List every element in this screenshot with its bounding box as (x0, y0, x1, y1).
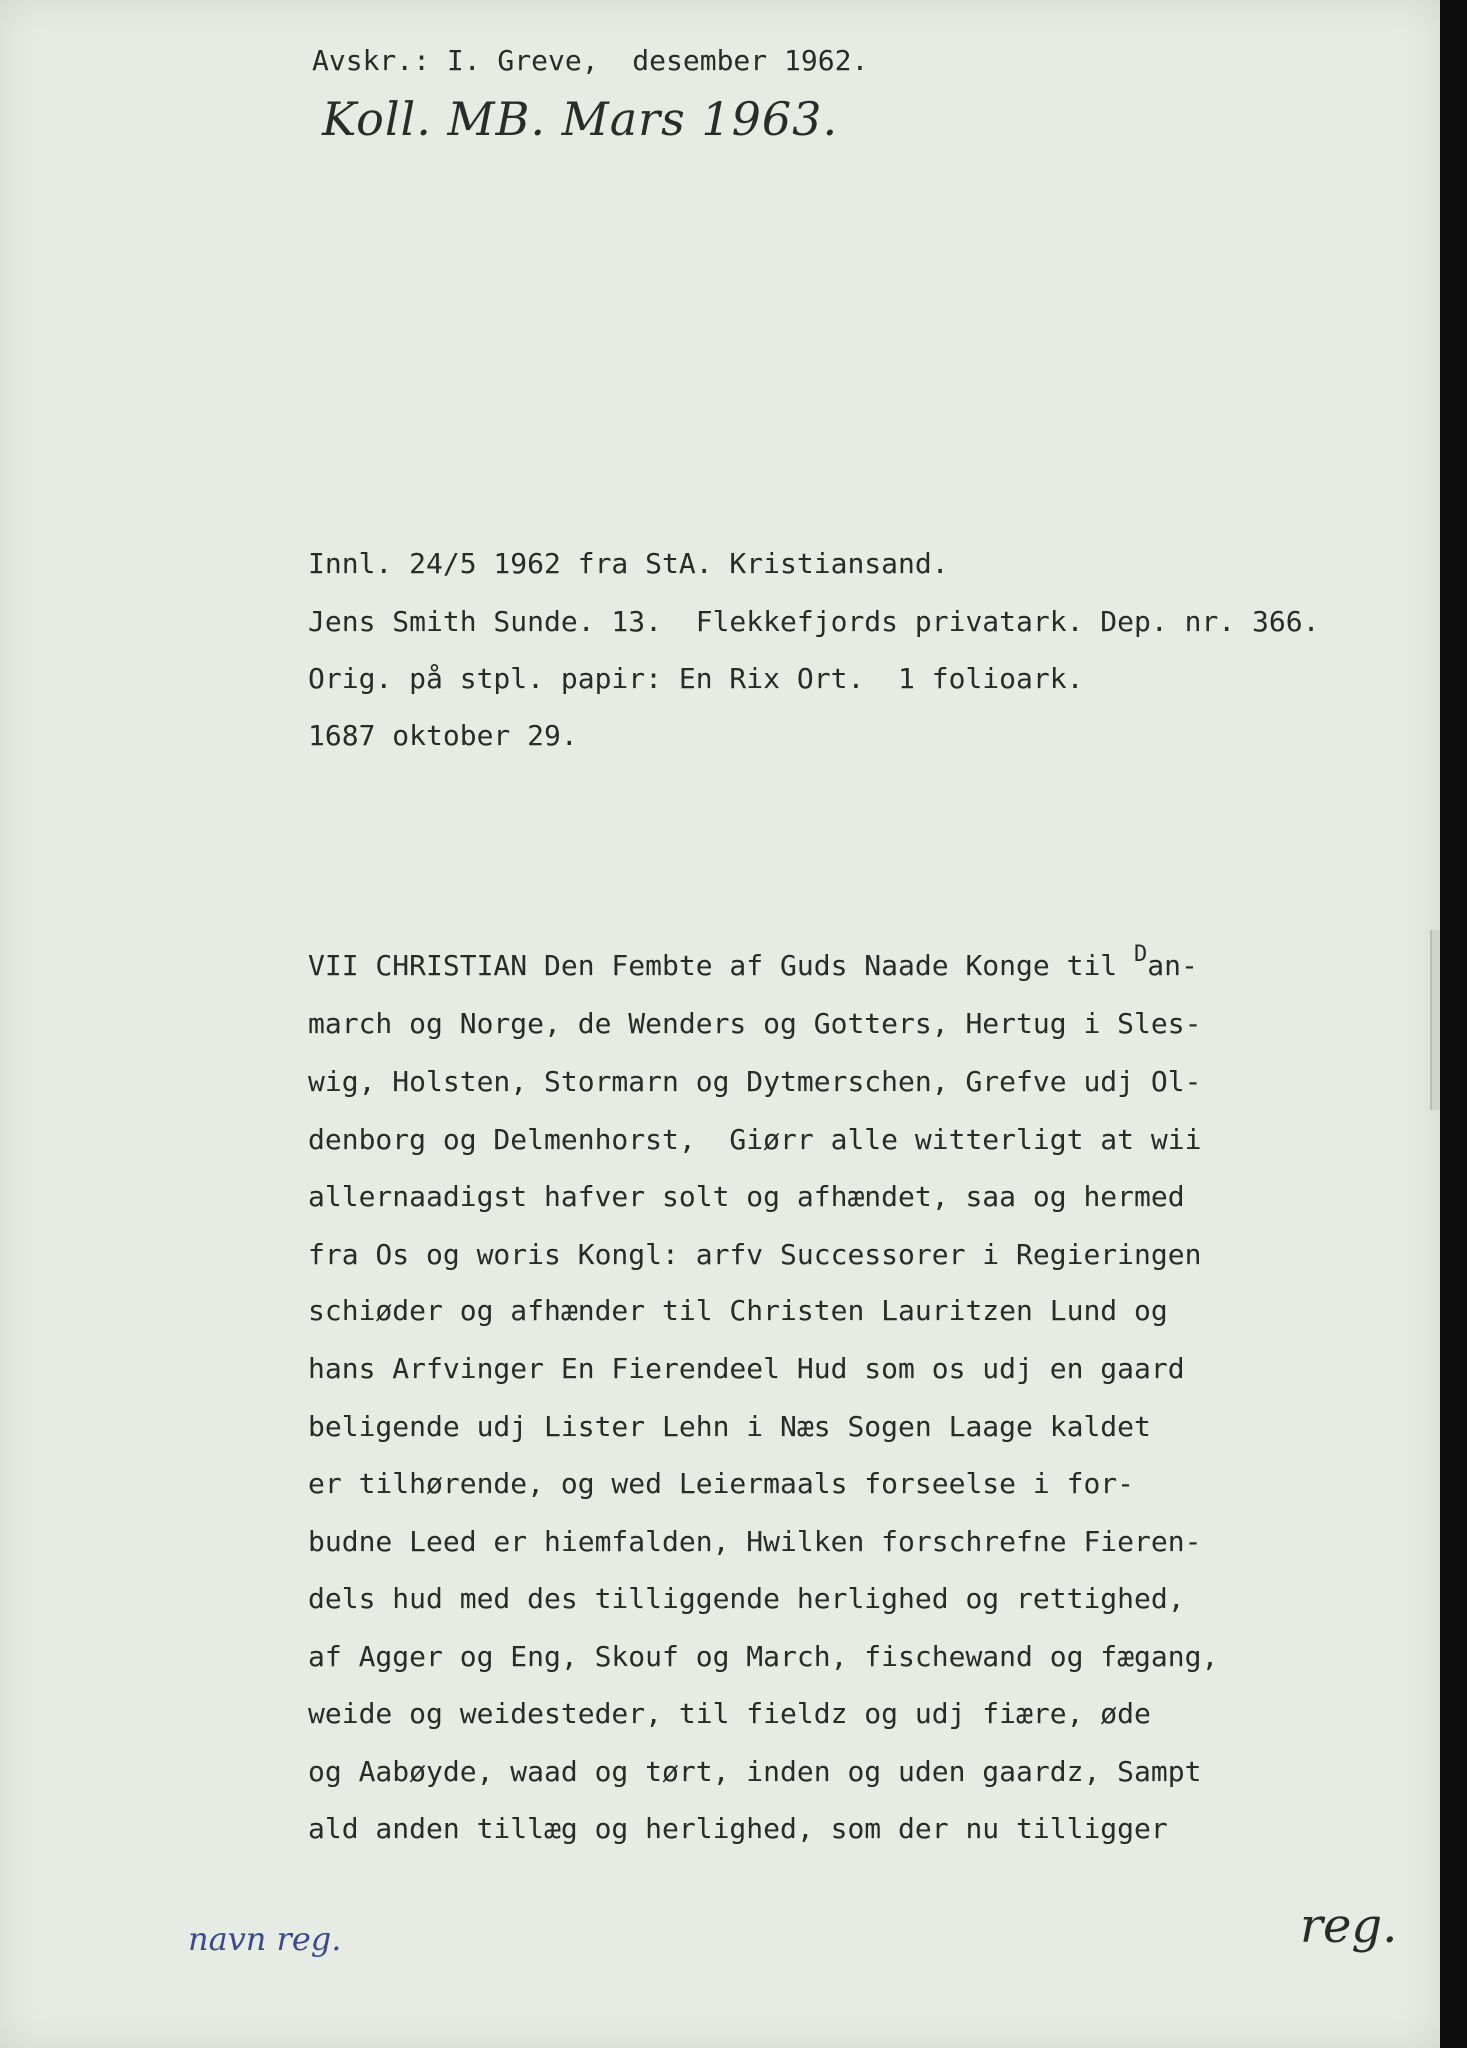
body-line: schiøder og afhænder til Christen Lauritzen Lund og (308, 1294, 1168, 1327)
body-line-first-superscript: D (1134, 942, 1148, 967)
body-line-first-start: VII CHRISTIAN Den Fembte af Guds Naade Konge til (308, 949, 1135, 982)
metadata-line-source: Jens Smith Sunde. 13. Flekkefjords privatark. Dep. nr. 366. (308, 605, 1320, 638)
body-line: ald anden tillæg og herlighed, som der nu tilligger (308, 1812, 1168, 1845)
scan-background-edge (1440, 0, 1467, 2048)
body-line: beligende udj Lister Lehn i Næs Sogen Laage kaldet (308, 1410, 1151, 1443)
body-line: budne Leed er hiemfalden, Hwilken forschrefne Fieren- (308, 1525, 1202, 1558)
transcription-line: Avskr.: I. Greve, desember 1962. (312, 44, 869, 77)
handwritten-register-note: reg. (1300, 1898, 1398, 1954)
body-line: wig, Holsten, Stormarn og Dytmerschen, Grefve udj Ol- (308, 1065, 1202, 1098)
body-line: march og Norge, de Wenders og Gotters, Hertug i Sles- (308, 1007, 1202, 1040)
body-line: dels hud med des tilliggende herlighed og rettighed, (308, 1582, 1185, 1615)
body-line-first (308, 942, 1198, 982)
metadata-line-date: 1687 oktober 29. (308, 719, 578, 752)
body-line: allernaadigst hafver solt og afhændet, saa og hermed (308, 1180, 1185, 1213)
body-line: weide og weidesteder, til fieldz og udj fiære, øde (308, 1697, 1151, 1730)
metadata-line-original: Orig. på stpl. papir: En Rix Ort. 1 folioark. (308, 662, 1084, 695)
metadata-line-received: Innl. 24/5 1962 fra StA. Kristiansand. (308, 547, 949, 580)
body-line-first-end: an- (1147, 949, 1198, 982)
handwritten-collection-note: Koll. MB. Mars 1963. (322, 92, 839, 146)
body-line: hans Arfvinger En Fierendeel Hud som os udj en gaard (308, 1352, 1185, 1385)
body-line: denborg og Delmenhorst, Giørr alle witterligt at wii (308, 1123, 1202, 1156)
body-line: af Agger og Eng, Skouf og March, fischewand og fægang, (308, 1640, 1219, 1673)
handwritten-name-register-note: navn reg. (188, 1920, 342, 1958)
body-line: fra Os og woris Kongl: arfv Successorer i Regieringen (308, 1238, 1202, 1271)
body-line: og Aabøyde, waad og tørt, inden og uden gaardz, Sampt (308, 1755, 1202, 1788)
body-line: er tilhørende, og wed Leiermaals forseelse i for- (308, 1467, 1135, 1500)
